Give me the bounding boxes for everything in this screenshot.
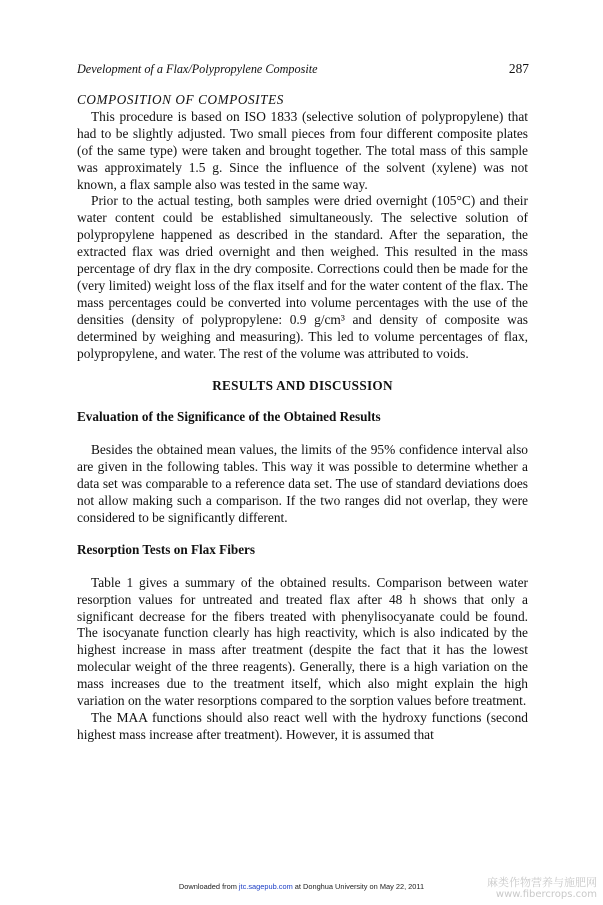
footer-suffix: at Donghua University on May 22, 2011 [292,882,425,891]
subsection-heading-evaluation: Evaluation of the Significance of the Obtained Results [77,409,381,425]
page-header [77,61,529,77]
paragraph-evaluation-1: Besides the obtained mean values, the limits of the 95% confidence interval also are given in the following tables. This way it was possible to determine whether a data set was comparable to a reference data set. The use of standard deviations does not allow making such a comparison. If the two ranges did not overlap, they were considered to be significantly different. [77,442,528,525]
page-number: 287 [508,61,529,76]
section-heading-results: RESULTS AND DISCUSSION [212,377,393,393]
watermark [487,877,597,901]
watermark-chinese: 麻类作物营养与施肥网 [487,876,597,889]
running-title: Development of a Flax/Polypropylene Composite [77,62,318,76]
paragraph-resorption-1: Table 1 gives a summary of the obtained results. Comparison between water resorption values for untreated and treated flax after 48 h shows that only a significant decrease for the fibers treated with phenylisocyanate could be found. The isocyanate function clearly has high reactivity, which is also indicated by the highest increase in mass after treatment (despite the fact that it has the lowest molecular weight of the three reagents). Generally, there is a high variation on the mass increases due to the treatment itself, which also might explain the high variation on the water resorptions compared to the sorption values before treatment. [77,574,528,709]
paragraph-composition-1: This procedure is based on ISO 1833 (selective solution of polypropylene) that had to be slightly adjusted. Two small pieces from four different composite plates (of the same type) were taken and brought together. The total mass of this sample was approximately 1.5 g. Since the influence of the solvent (xylene) was not known, a flax sample also was tested in the same way. [77,108,528,192]
section-heading-composition: COMPOSITION OF COMPOSITES [77,92,284,107]
paragraph-resorption-2: The MAA functions should also react well with the hydroxy functions (second highest mass increase after treatment). However, it is assumed that [77,710,528,742]
paragraph-composition-2: Prior to the actual testing, both samples were dried overnight (105°C) and their water content could be established simultaneously. The selective solution of polypropylene happened as described in the standard. After the separation, the extracted flax was dried overnight and then weighed. This resulted in the mass percentage of dry flax in the dry composite. Corrections could then be made for the (very limited) weight loss of the flax itself and for the water content of the flax. The mass percentages could be converted into volume percentages with the use of the densities (density of polypropylene: 0.9 g/cm³ and density of composite was determined by weighing and measuring). This led to volume percentages of flax, polypropylene, and water. The rest of the volume was attributed to voids. [77,193,528,361]
watermark-url: www.fibercrops.com [495,889,597,900]
body-text [77,92,528,744]
subsection-heading-resorption: Resorption Tests on Flax Fibers [77,541,256,557]
footer-prefix: Downloaded from [178,882,239,891]
footer-link[interactable]: jtc.sagepub.com [238,882,293,891]
